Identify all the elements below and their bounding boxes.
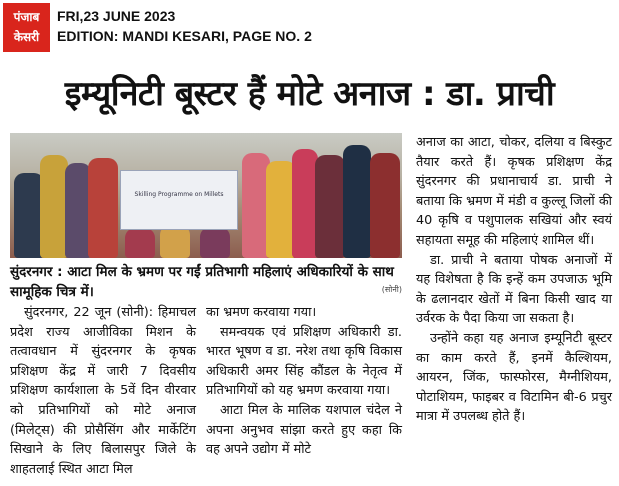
group-photo [10, 133, 402, 258]
publication-date: FRI,23 JUNE 2023 [57, 8, 176, 24]
article-headline: इम्यूनिटी बूस्टर हैं मोटे अनाज : डा. प्राची [64, 74, 555, 114]
photo-credit: (सोनी) [381, 285, 402, 294]
column-2-paragraph-1: का भ्रमण करवाया गया। [206, 305, 317, 320]
photo-caption [10, 262, 402, 302]
article-column-1 [10, 303, 196, 479]
clipping-meta [57, 6, 312, 46]
column-3-paragraph-3: उन्होंने कहा यह अनाज इम्यूनिटी बूस्टर का काम करते हैं, इनमें कैल्शियम, आयरन, जिंक, फास्फोरस, मैग्नीशियम, पोटाशियम, फाइबर व विटामिन बी-6 प्रचुर मात्रा में उपलब्ध होते हैं। [416, 330, 612, 425]
column-3-paragraph-1: अनाज का आटा, चोकर, दलिया व बिस्कुट तैयार करते हैं। कृषक प्रशिक्षण केंद्र सुंदरनगर की प्रधानाचार्य डा. प्राची ने बताया कि भ्रमण में मंडी व कुल्लू जिलों की 40 कृषि व पशुपालक सखियां और स्वयं सहायता समूह की महिलाएं शामिल थीं। [416, 135, 612, 248]
edition-info: EDITION: MANDI KESARI, PAGE NO. 2 [57, 28, 312, 44]
column-2-paragraph-2: समन्वयक एवं प्रशिक्षण अधिकारी डा. भारत भूषण व डा. नरेश तथा कृषि विकास अधिकारी अमर सिंह कौंडल के नेतृत्व में प्रतिभागियों को यह भ्रमण करवाया गया। [206, 324, 402, 399]
event-banner [120, 170, 238, 230]
clipping-header [0, 0, 619, 56]
article-column-3 [416, 133, 612, 427]
caption-text: सुंदरनगर : आटा मिल के भ्रमण पर गईं प्रतिभागी महिलाएं अधिकारियों के साथ सामूहिक चित्र में। [10, 264, 394, 300]
logo-line-2: केसरी [13, 30, 40, 44]
punjab-kesari-logo [3, 3, 50, 52]
column-1-text: सुंदरनगर, 22 जून (सोनी): हिमाचल प्रदेश राज्य आजीविका मिशन के तत्वावधान में सुंदरनगर के कृषक प्रशिक्षण केंद्र में जारी 7 दिवसीय प्रशिक्षण कार्यशाला के 5वें दिन वीरवार को प्रतिभागियों को मोटे अनाज (मिलेट्स) की प्रोसैसिंग और मार्केटिंग सिखाने के लिए बिलासपुर जिले के शाहतलाई स्थित आटा मिल [10, 305, 196, 477]
column-3-paragraph-2: डा. प्राची ने बताया पोषक अनाजों में यह विशेषता है कि इन्हें कम उपजाऊ भूमि के ढलानदार खेतों में बिना किसी खाद या उर्वरक के पैदा किया जा सकता है। [416, 252, 612, 327]
event-banner-text: Skilling Programme on Millets [134, 191, 224, 198]
column-2-paragraph-3: आटा मिल के मालिक यशपाल चंदेल ने अपना अनुभव सांझा करते हुए कहा कि वह अपने उद्योग में मोटे [206, 402, 402, 458]
logo-line-1: पंजाब [13, 10, 40, 24]
article-column-2 [206, 303, 402, 460]
